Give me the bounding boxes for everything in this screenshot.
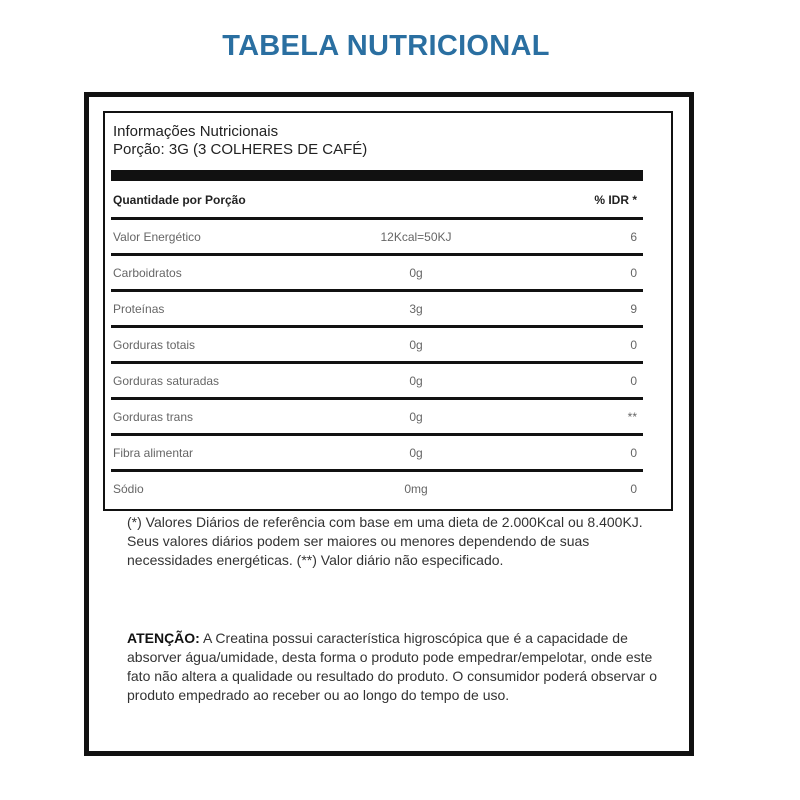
divider-thick bbox=[111, 170, 643, 181]
nutrient-amount: 0g bbox=[409, 338, 423, 352]
nutrition-label bbox=[84, 92, 694, 756]
nutrient-idr: 0 bbox=[630, 482, 637, 496]
table-row bbox=[111, 433, 643, 469]
nutrient-amount: 3g bbox=[409, 302, 423, 316]
attention-text: A Creatina possui característica higroscópica que é a capacidade de absorver água/umidade, desta forma o produto pode empedrar/empelotar, onde este fato não altera a qualidade ou resultado do produto. O consumidor poderá observar o produto empedrado ao receber ou ao longo do tempo de uso. bbox=[127, 630, 658, 703]
attention-note bbox=[127, 629, 667, 705]
nutrient-amount: 12Kcal=50KJ bbox=[380, 230, 452, 244]
nutrient-name: Fibra alimentar bbox=[113, 446, 194, 460]
table-row bbox=[111, 217, 643, 253]
table-row bbox=[111, 361, 643, 397]
nutrient-amount: 0g bbox=[409, 374, 423, 388]
portion-text: Porção: 3G (3 COLHERES DE CAFÉ) bbox=[113, 141, 368, 158]
nutrient-amount: 0g bbox=[409, 446, 423, 460]
nutrient-amount: 0mg bbox=[404, 482, 428, 496]
info-title: Informações Nutricionais bbox=[113, 123, 279, 140]
daily-values-footnote: (*) Valores Diários de referência com base em uma dieta de 2.000Kcal ou 8.400KJ. Seus valores diários podem ser maiores ou menores dependendo de suas necessidades energéticas. (**) Valor diário não especificado. bbox=[127, 514, 643, 568]
nutrient-name: Gorduras trans bbox=[113, 410, 194, 424]
table-row bbox=[111, 325, 643, 361]
header-quantity: Quantidade por Porção bbox=[113, 193, 246, 207]
nutrient-idr: ** bbox=[627, 410, 637, 424]
nutrient-idr: 9 bbox=[630, 302, 637, 316]
nutrient-name: Proteínas bbox=[113, 302, 165, 316]
nutrient-amount: 0g bbox=[409, 410, 423, 424]
table-row bbox=[111, 253, 643, 289]
nutrient-name: Gorduras saturadas bbox=[113, 374, 220, 388]
nutrient-idr: 0 bbox=[630, 338, 637, 352]
header-idr: % IDR * bbox=[594, 193, 637, 207]
table-header bbox=[111, 183, 643, 217]
nutrient-amount: 0g bbox=[409, 266, 423, 280]
nutrient-idr: 0 bbox=[630, 374, 637, 388]
table-row bbox=[111, 469, 643, 505]
nutrient-rows bbox=[111, 217, 643, 505]
table-row bbox=[111, 289, 643, 325]
nutrient-name: Gorduras totais bbox=[113, 338, 196, 352]
nutrient-idr: 0 bbox=[630, 446, 637, 460]
nutrient-idr: 0 bbox=[630, 266, 637, 280]
table-row bbox=[111, 397, 643, 433]
page-title: TABELA NUTRICIONAL bbox=[222, 30, 550, 62]
attention-label: ATENÇÃO: bbox=[127, 630, 200, 646]
nutrient-name: Sódio bbox=[113, 482, 144, 496]
nutrient-name: Valor Energético bbox=[113, 230, 201, 244]
nutrient-idr: 6 bbox=[630, 230, 637, 244]
nutrient-name: Carboidratos bbox=[113, 266, 182, 280]
